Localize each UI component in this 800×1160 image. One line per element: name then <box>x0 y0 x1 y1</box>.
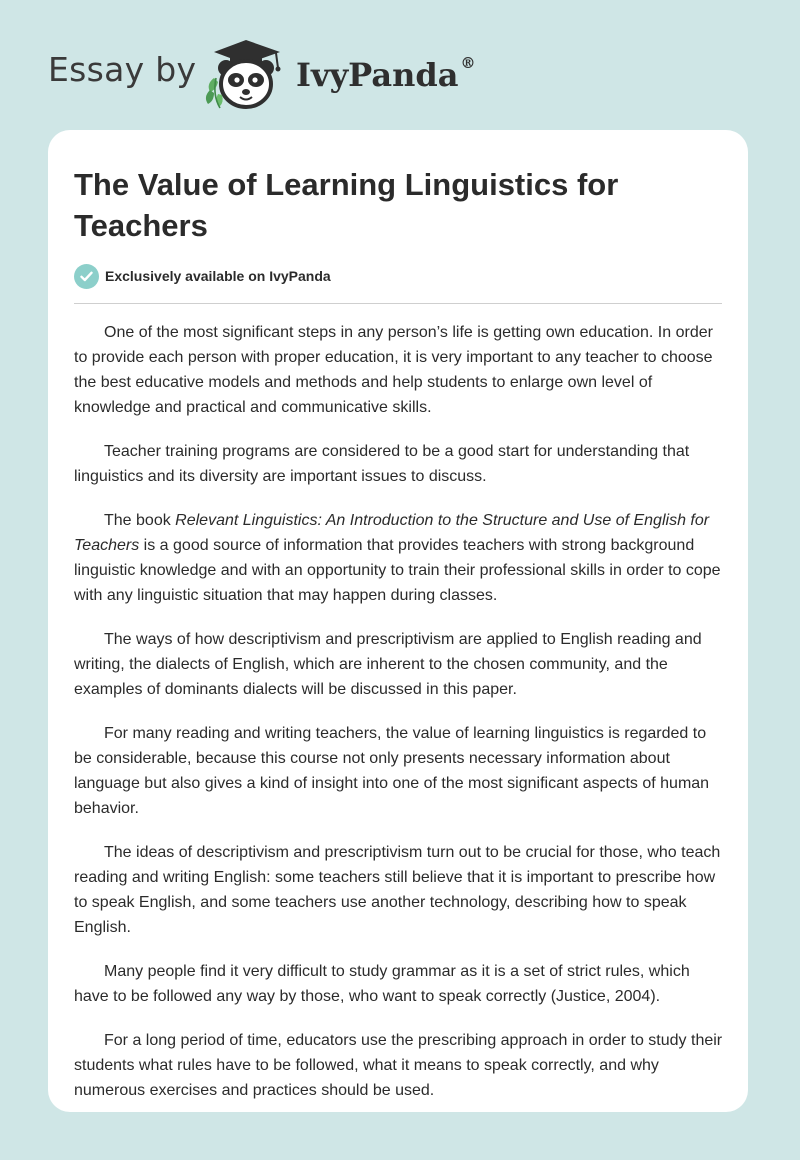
checkmark-icon <box>74 264 99 289</box>
book-title: Relevant Linguistics: An Introduction to the Structure and Use of English for Teachers <box>74 512 710 554</box>
exclusive-label: Exclusively available on IvyPanda <box>105 268 331 284</box>
essay-title: The Value of Learning Linguistics for Teachers <box>74 167 619 243</box>
exclusive-badge <box>74 263 331 289</box>
panda-graduate-icon[interactable] <box>200 34 292 112</box>
essay-by-label: Essay by <box>48 50 197 89</box>
registered-mark: ® <box>460 54 476 72</box>
paragraph-book-before: The book <box>104 512 176 529</box>
brand-name[interactable] <box>296 56 475 94</box>
divider <box>74 303 722 304</box>
paragraph: For many reading and writing teachers, the value of learning linguistics is regarded to be considerable, because this course not only presents necessary information about language but also gives a kind of insight into one of the most significant aspects of human behavior. <box>74 725 710 817</box>
paragraph: The ideas of descriptivism and prescriptivism turn out to be crucial for those, who teach reading and writing English: some teachers still believe that it is important to prescribe how to speak English, and some teachers use another technology, describing how to speak English. <box>74 844 721 936</box>
paragraph: Many people find it very difficult to study grammar as it is a set of strict rules, which have to be followed any way by those, who want to speak correctly (Justice, 2004). <box>74 963 690 1005</box>
brand-text: IvyPanda <box>296 56 459 94</box>
paragraph: For a long period of time, educators use the prescribing approach in order to study their students what rules have to be followed, what it means to speak correctly, and why numerous exercises and practices should be used. <box>74 1032 723 1099</box>
paragraph: Teacher training programs are considered to be a good start for understanding that linguistics and its diversity are important issues to discuss. <box>74 443 690 485</box>
essay-body <box>74 320 724 1122</box>
site-header <box>0 0 800 130</box>
paragraph-book <box>74 508 724 608</box>
paragraph: The ways of how descriptivism and prescriptivism are applied to English reading and writing, the dialects of English, which are inherent to the chosen community, and the examples of dominants dialects will be discussed in this paper. <box>74 631 702 698</box>
paragraph-book-after: is a good source of information that provides teachers with strong background linguistic knowledge and with an opportunity to train their professional skills in order to cope with any linguistic situation that may happen during classes. <box>74 537 721 604</box>
paragraph: One of the most significant steps in any person’s life is getting own education. In order to provide each person with proper education, it is very important to any teacher to choose the best educative models and methods and help students to enlarge own level of knowledge and practical and communicative skills. <box>74 324 713 416</box>
essay-card <box>48 130 748 1112</box>
